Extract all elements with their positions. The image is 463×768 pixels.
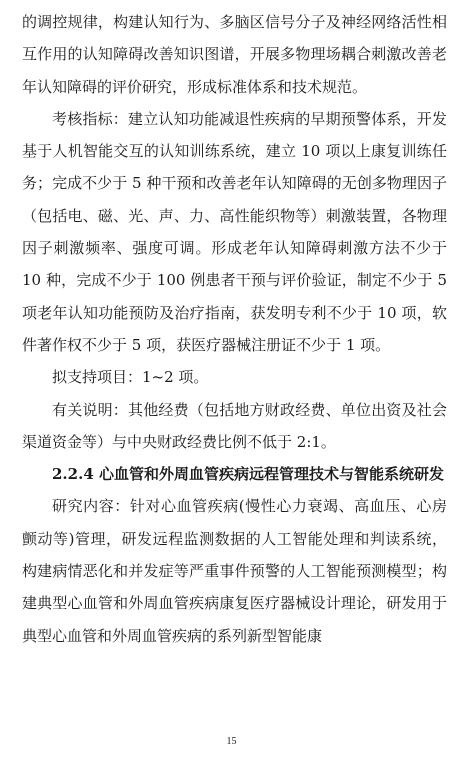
paragraph-research-content: 研究内容：针对心血管疾病(慢性心力衰竭、高血压、心房颤动等)管理，研发远程监测数据的人工智能处理和判读系统，构建病情恶化和并发症等严重事件预警的人工智能预测模型；构建典型心血管和外周血管疾病康复医疗器械设计理论，研发用于典型心血管和外周血管疾病的系列新型智能康 [22,497,447,645]
page-number: 15 [226,736,237,747]
paragraph-assessment-indicators: 考核指标：建立认知功能减退性疾病的早期预警体系，开发基于人机智能交互的认知训练系统，建立 10 项以上康复训练任务；完成不少于 5 种干预和改善老年认知障碍的无创多物理因子（包括电、磁、光、声、力、高性能织物等）刺激装置，各物理因子刺激频率、强度可调。形成老年认知障碍刺激方法不少于 10 种，完成不少于 100 例患者干预与评价验证，制定不少于 5 项老年认知功能预防及治疗指南，获发明专利不少于 10 项，软件著作权不少于 5 项，获医疗器械注册证不少于 1 项。 [22,109,447,354]
paragraph-continued: 的调控规律，构建认知行为、多脑区信号分子及神经网络活性相互作用的认知障碍改善知识图谱，开展多物理场耦合刺激改善老年认知障碍的评价研究，形成标准体系和技术规范。 [22,13,447,96]
paragraph-supported-projects: 拟支持项目：1~2 项。 [52,368,209,387]
section-heading: 2.2.4 心血管和外周血管疾病远程管理技术与智能系统研发 [52,465,444,484]
paragraph-related-notes: 有关说明：其他经费（包括地方财政经费、单位出资及社会渠道资金等）与中央财政经费比例不低于 2:1。 [22,400,447,451]
